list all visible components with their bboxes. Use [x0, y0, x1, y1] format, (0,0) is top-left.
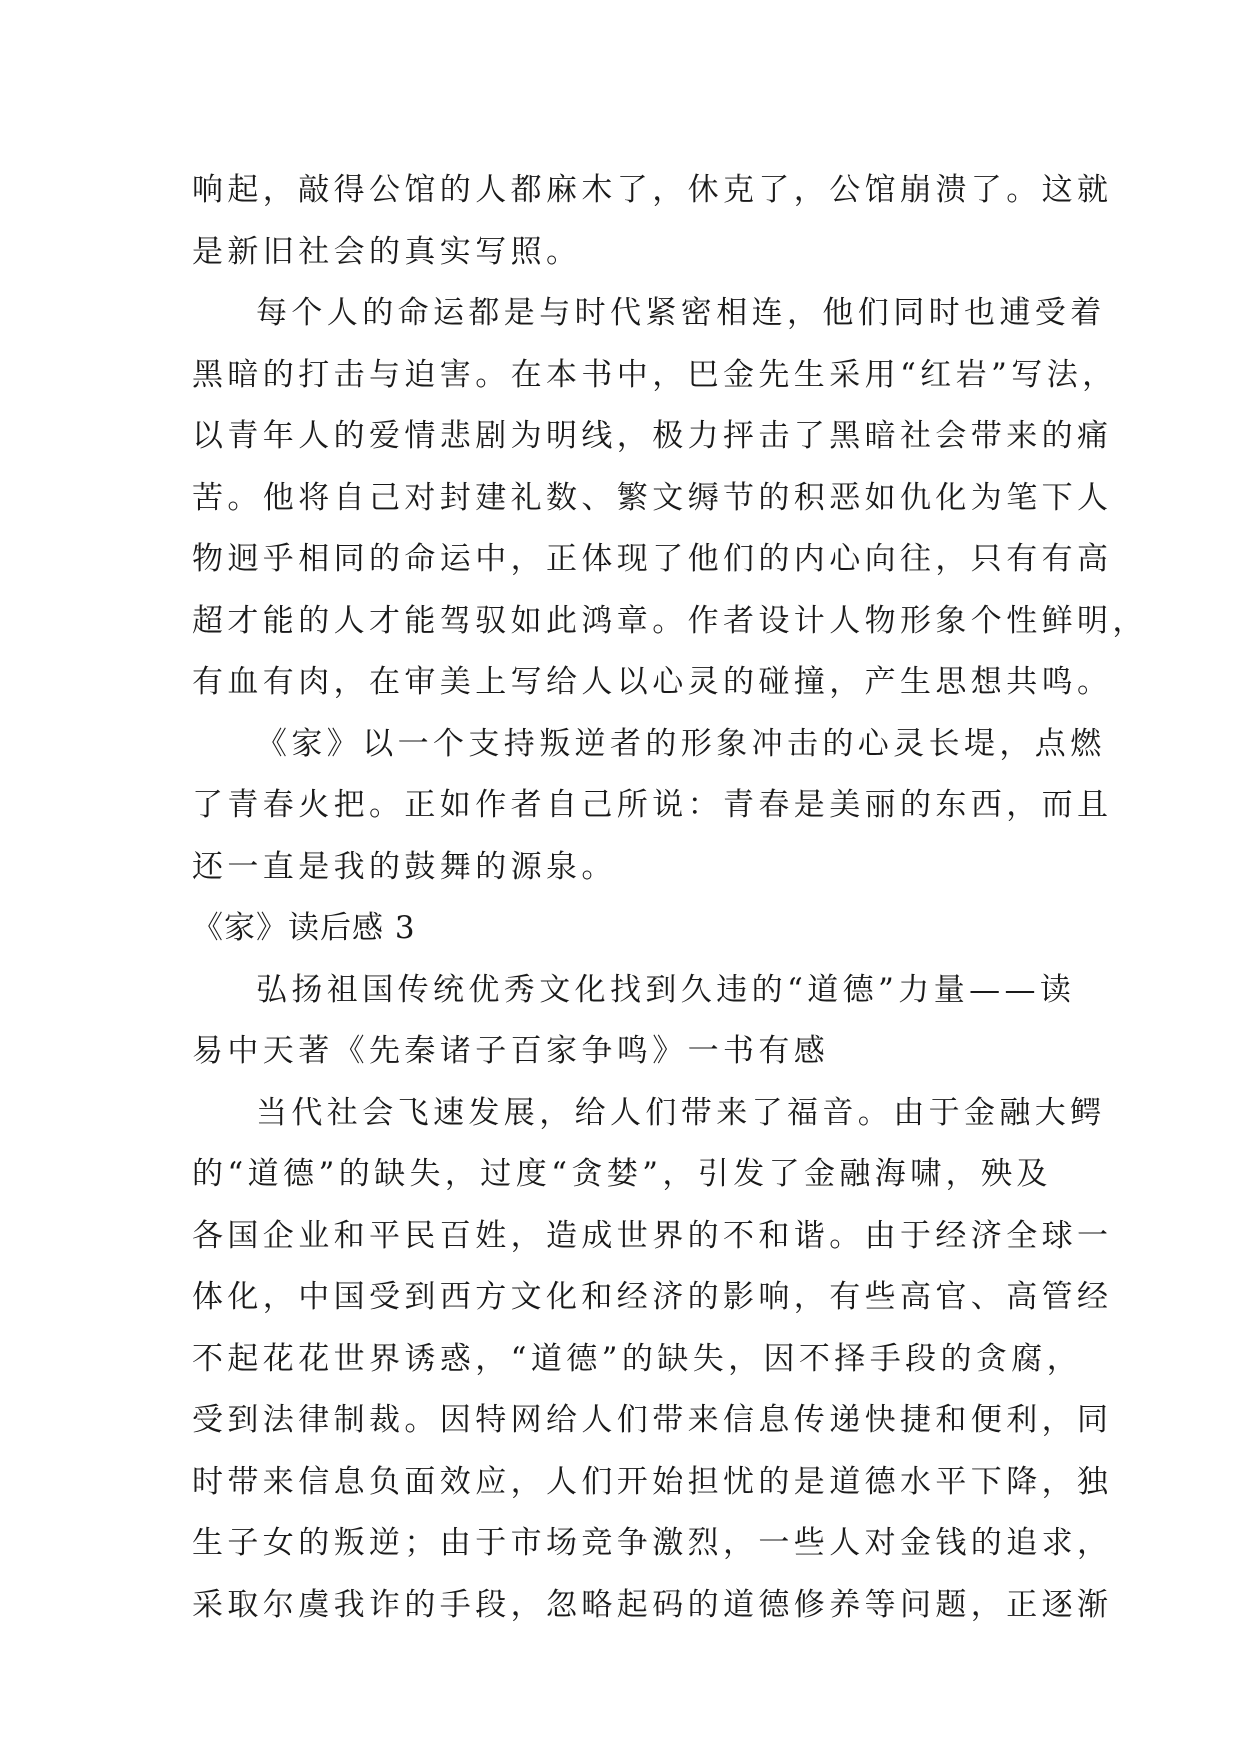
text-line: 的“道德”的缺失，过度“贪婪”，引发了金融海啸，殃及: [192, 1156, 1052, 1192]
text-line: 生子女的叛逆；由于市场竞争激烈，一些人对金钱的追求，: [192, 1525, 1113, 1561]
text-line: 以青年人的爱情悲剧为明线，极力抨击了黑暗社会带来的痛: [192, 418, 1113, 454]
text-line: 苦。他将自己对封建礼数、繁文缛节的积恶如仇化为笔下人: [192, 479, 1113, 516]
text-line: 还一直是我的鼓舞的源泉。: [192, 848, 617, 885]
text-line: 不起花花世界诱惑，“道德”的缺失，因不择手段的贪腐，: [192, 1340, 1083, 1377]
text-line: 时带来信息负面效应，人们开始担忧的是道德水平下降，独: [192, 1463, 1113, 1500]
text-line: 采取尔虞我诈的手段，忽略起码的道德修养等问题，正逐渐: [192, 1586, 1113, 1623]
text-line: 黑暗的打击与迫害。在本书中，巴金先生采用“红岩”写法，: [192, 356, 1118, 393]
text-line: 体化，中国受到西方文化和经济的影响，有些高官、高管经: [192, 1279, 1113, 1315]
body-text: [192, 160, 1148, 1636]
text-line: 受到法律制裁。因特网给人们带来信息传递快捷和便利，同: [192, 1402, 1113, 1438]
text-line: 物迥乎相同的命运中，正体现了他们的内心向往，只有有高: [192, 541, 1113, 577]
text-line: 是新旧社会的真实写照。: [192, 233, 582, 270]
text-line: 易中天著《先秦诸子百家争鸣》一书有感: [192, 1033, 830, 1069]
text-line: 各国企业和平民百姓，造成世界的不和谐。由于经济全球一: [192, 1217, 1113, 1254]
text-line: 响起，敲得公馆的人都麻木了，休克了，公馆崩溃了。这就: [192, 172, 1113, 208]
text-line: 了青春火把。正如作者自己所说：青春是美丽的东西，而且: [192, 787, 1113, 823]
paragraph-start-line: 弘扬祖国传统优秀文化找到久违的“道德”力量——读: [256, 971, 1076, 1008]
text-line: 有血有肉，在审美上写给人以心灵的碰撞，产生思想共鸣。: [192, 664, 1113, 700]
paragraph-start-line: 当代社会飞速发展，给人们带来了福音。由于金融大鳄: [256, 1094, 1106, 1131]
paragraph-start-line: 《家》以一个支持叛逆者的形象冲击的心灵长堤，点燃: [256, 725, 1106, 762]
section-heading: 《家》读后感 3: [192, 910, 416, 946]
text-line: 超才能的人才能驾驭如此鸿章。作者设计人物形象个性鲜明，: [192, 602, 1148, 639]
paragraph-start-line: 每个人的命运都是与时代紧密相连，他们同时也逋受着: [256, 295, 1106, 331]
